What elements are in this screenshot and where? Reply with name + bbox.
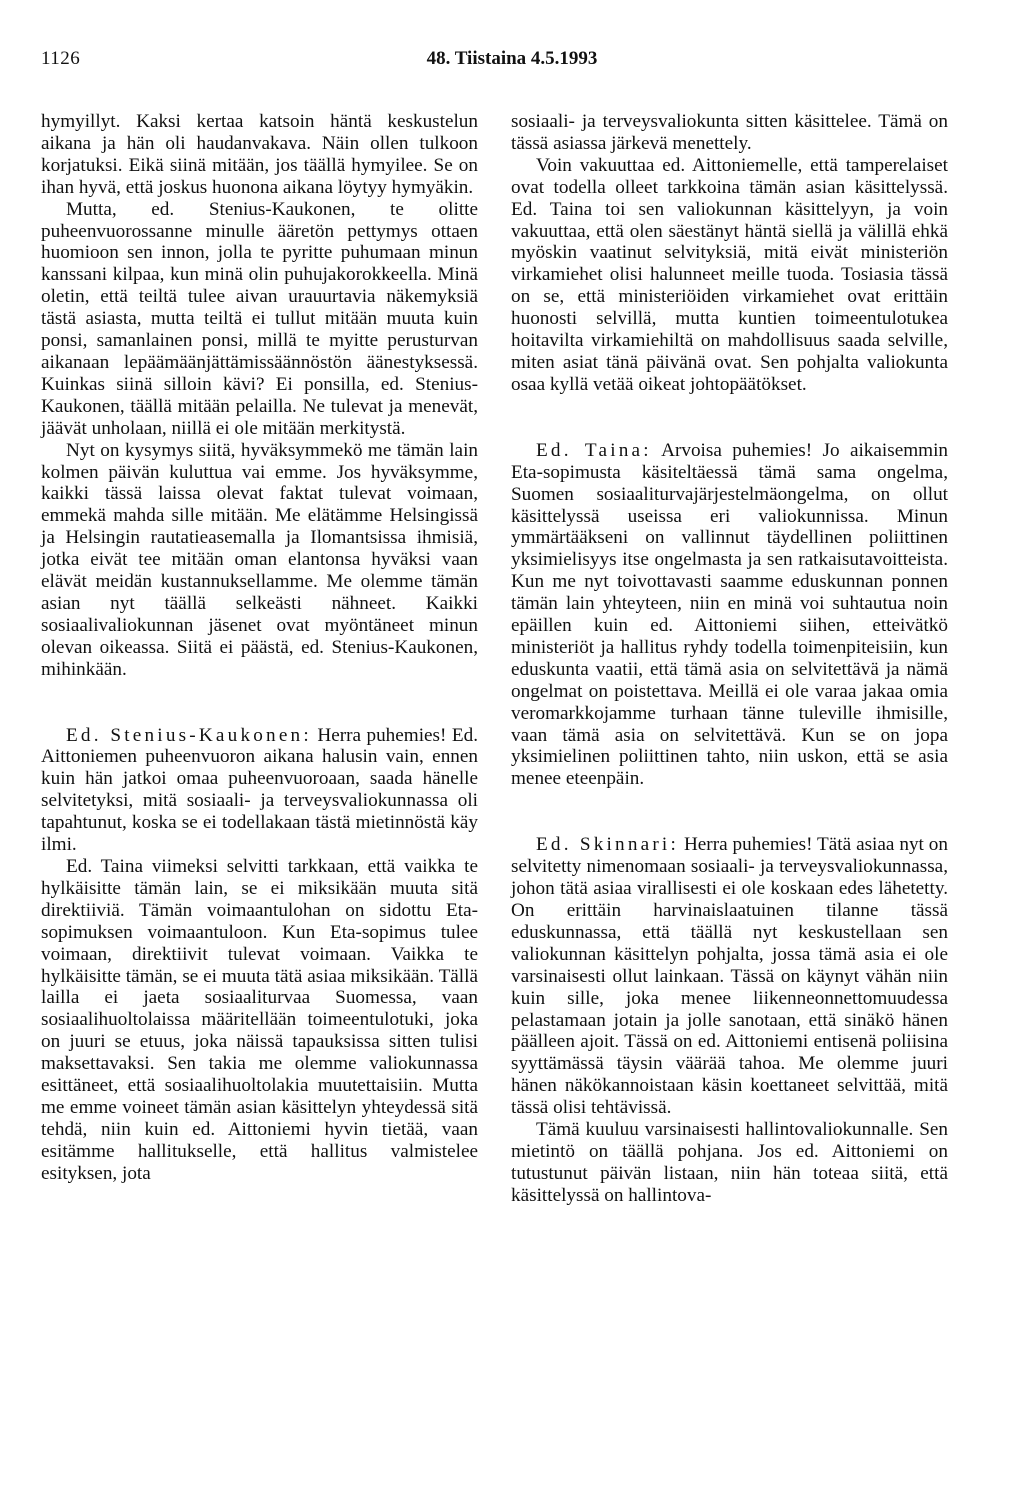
speech-paragraph (41, 725, 478, 856)
speaker-name: Ed. Skinnari: (536, 834, 679, 856)
paragraph: Mutta, ed. Stenius-Kaukonen, te olitte puheenvuorossanne minulle ääretön pettymys ottaen huomioon sen innon, jolla te pyritte puhumaan minun kanssani kilpaa, kun minä olin puhujakorokkeella. Minä oletin, että teiltä tulee aivan urauurtavia näkemyksiä tästä asiasta, mutta teiltä ei tullut mitään muuta kuin ponsi, samanlainen ponsi, millä te myitte perusturvan aikanaan lepäämäänjättämissäännöstön äänestyksessä. Kuinkas siinä silloin kävi? Ei ponsilla, ed. Stenius-Kaukonen, täällä mitään pelailla. Ne tulevat ja menevät, jäävät unholaan, niillä ei ole mitään merkitystä. (41, 198, 478, 439)
speech-text: Herra puhemies! Tätä asiaa nyt on selvitetty nimenomaan sosiaali- ja terveysvaliokunnassa, johon tätä asiaa virallisesti ei ole koskaan edes lähetetty. On erittäin harvinaislaatuinen tilanne tässä eduskunnassa, että täällä nyt keskustellaan sen valiokunnan käsittelyn pohjalta, jossa tämä asia ei ole varsinaisesti ollut lainkaan. Tässä on käynyt vähän niin kuin sille, joka menee liikenneonnettomuudessa pelastamaan jotain ja jolle sanotaan, että sinäkö hänen päälleen ajoit. Tässä on ed. Aittoniemi entisenä poliisina syyttämässä täysin väärää tahoa. Me olemme juuri hänen näkökannoistaan käsin koettaneet selvittää, mitä tässä olisi tehtävissä. (511, 834, 948, 1119)
paragraph: Tämä kuuluu varsinaisesti hallintovaliokunnalle. Sen mietintö on täällä pohjana. Jos ed. Aittoniemi on tutustunut päivän listaan, niin hän toteaa siitä, että käsittelyssä on hallintova- (511, 1119, 948, 1206)
paragraph: Ed. Taina viimeksi selvitti tarkkaan, että vaikka te hylkäisitte tämän lain, se ei miksikään muuta sitä direktiiviä. Tämän voimaantulohan on sidottu Eta-sopimuksen voimaantuloon. Kun Eta-sopimus tulee voimaan, direktiivit tulevat voimaan. Vaikka te hylkäisitte tämän, se ei muuta tätä asiaa miksikään. Tällä lailla ei jaeta sosiaaliturvaa Suomessa, vaan sosiaalihuoltolaissa määritellään toimeentulotuki, joka on juuri se etuus, joka näissä tapauksissa sitten tulisi maksettavaksi. Sen takia me olemme valiokunnassa esittäneet, että sosiaalihuoltolakia muutettaisiin. Mutta me emme voineet tämän asian käsittelyn yhteydessä sitä tehdä, niin kuin ed. Aittoniemi hyvin tietää, vaan esitämme hallitukselle, että hallitus valmistelee esityksen, jota (41, 856, 478, 1184)
paragraph: sosiaali- ja terveysvaliokunta sitten käsittelee. Tämä on tässä asiassa järkevä menettely. (511, 111, 948, 154)
right-column (511, 111, 948, 1207)
paragraph: Nyt on kysymys siitä, hyväksymmekö me tämän lain kolmen päivän kuluttua vai emme. Jos hyväksymme, kaikki tässä laissa olevat faktat tulevat voimaan, emmekä mahda sille mitään. Me elätämme Helsingissä ja Helsingin rautatieasemalla ja Ilomantsissa ihmisiä, jotka eivät tee mitään oman elantonsa hyväksi vaan elävät meidän kustannuksellamme. Me olemme tämän asian nyt täällä selkeästi nähneet. Kaikki sosiaalivaliokunnan jäsenet ovat myöntäneet minun olevan oikeassa. Siitä ei päästä, ed. Stenius-Kaukonen, mihinkään. (41, 439, 478, 680)
running-title: 48. Tiistaina 4.5.1993 (426, 48, 598, 69)
page-number: 1126 (41, 48, 81, 69)
speaker-name: Ed. Taina: (536, 439, 652, 461)
left-column (41, 111, 478, 1185)
paragraph: hymyillyt. Kaksi kertaa katsoin häntä keskustelun aikana ja hän oli haudanvakava. Näin ollen tulkoon korjatuksi. Eikä siinä mitään, jos täällä hymyilee. Se on ihan hyvä, että joskus huonona aikana löytyy hymyäkin. (41, 111, 478, 198)
speaker-name: Ed. Stenius-Kaukonen: (66, 724, 312, 746)
paragraph: Voin vakuuttaa ed. Aittoniemelle, että tamperelaiset ovat todella olleet tarkkoina tämän asian käsittelyssä. Ed. Taina toi sen valiokunnan käsittelyyn, ja voin vakuuttaa, että olen säestänyt häntä siellä ja välillä ehkä myöskin vaatinut selvityksiä, mitä eivät ministeriön virkamiehet olisi halunneet meille tuoda. Tosiasia tässä on se, että ministeriöiden virkamiehet ovat erittäin huonosti selvillä, mutta kuntien toimeentulotukea hoitavilta virkamiehiltä on mahdollisuus saada selville, miten asiat tänä päivänä ovat. Sen pohjalta valiokunta osaa kyllä vetää oikeat johtopäätökset. (511, 154, 948, 395)
speech-paragraph (511, 440, 948, 791)
speech-text: Arvoisa puhemies! Jo aikaisemmin Eta-sopimusta käsiteltäessä tämä sama ongelma, Suomen sosiaaliturvajärjestelmäongelma, on ollut käsittelyssä useissa eri valiokunnissa. Minun ymmärtääkseni on vallinnut täydellinen poliittinen yksimielisyys itse ongelmasta ja sen ratkaisutavoitteista. Kun me nyt toivottavasti saamme eduskunnan ponnen tämän lain yhteyteen, niin en minä voi suhtautua noin epäillen kuin ed. Aittoniemi siihen, etteivätkö ministeriöt ja hallitus ryhdy todella toimenpiteisiin, kun eduskunta vaatii, että tämä asia on selvitettävä ja nämä ongelmat on poistettava. Meillä ei ole varaa jakaa omia veromarkkojamme turhaan tänne tuleville ihmisille, vaan tämä asia on selvitettävä. Kun se on jopa yksimielinen poliittinen tahto, niin uskon, että se asia menee eteenpäin. (511, 439, 949, 790)
speech-paragraph (511, 834, 948, 1119)
speech-text: Herra puhemies! Ed. Aittoniemen puheenvuoron aikana halusin vain, ennen kuin hän jatkoi omaa puheenvuoroaan, saada hänelle selvitetyksi, mitä sosiaali- ja terveysvaliokunnassa oli tapahtunut, koska se ei todellakaan tästä mietinnöstä käy ilmi. (41, 724, 478, 856)
